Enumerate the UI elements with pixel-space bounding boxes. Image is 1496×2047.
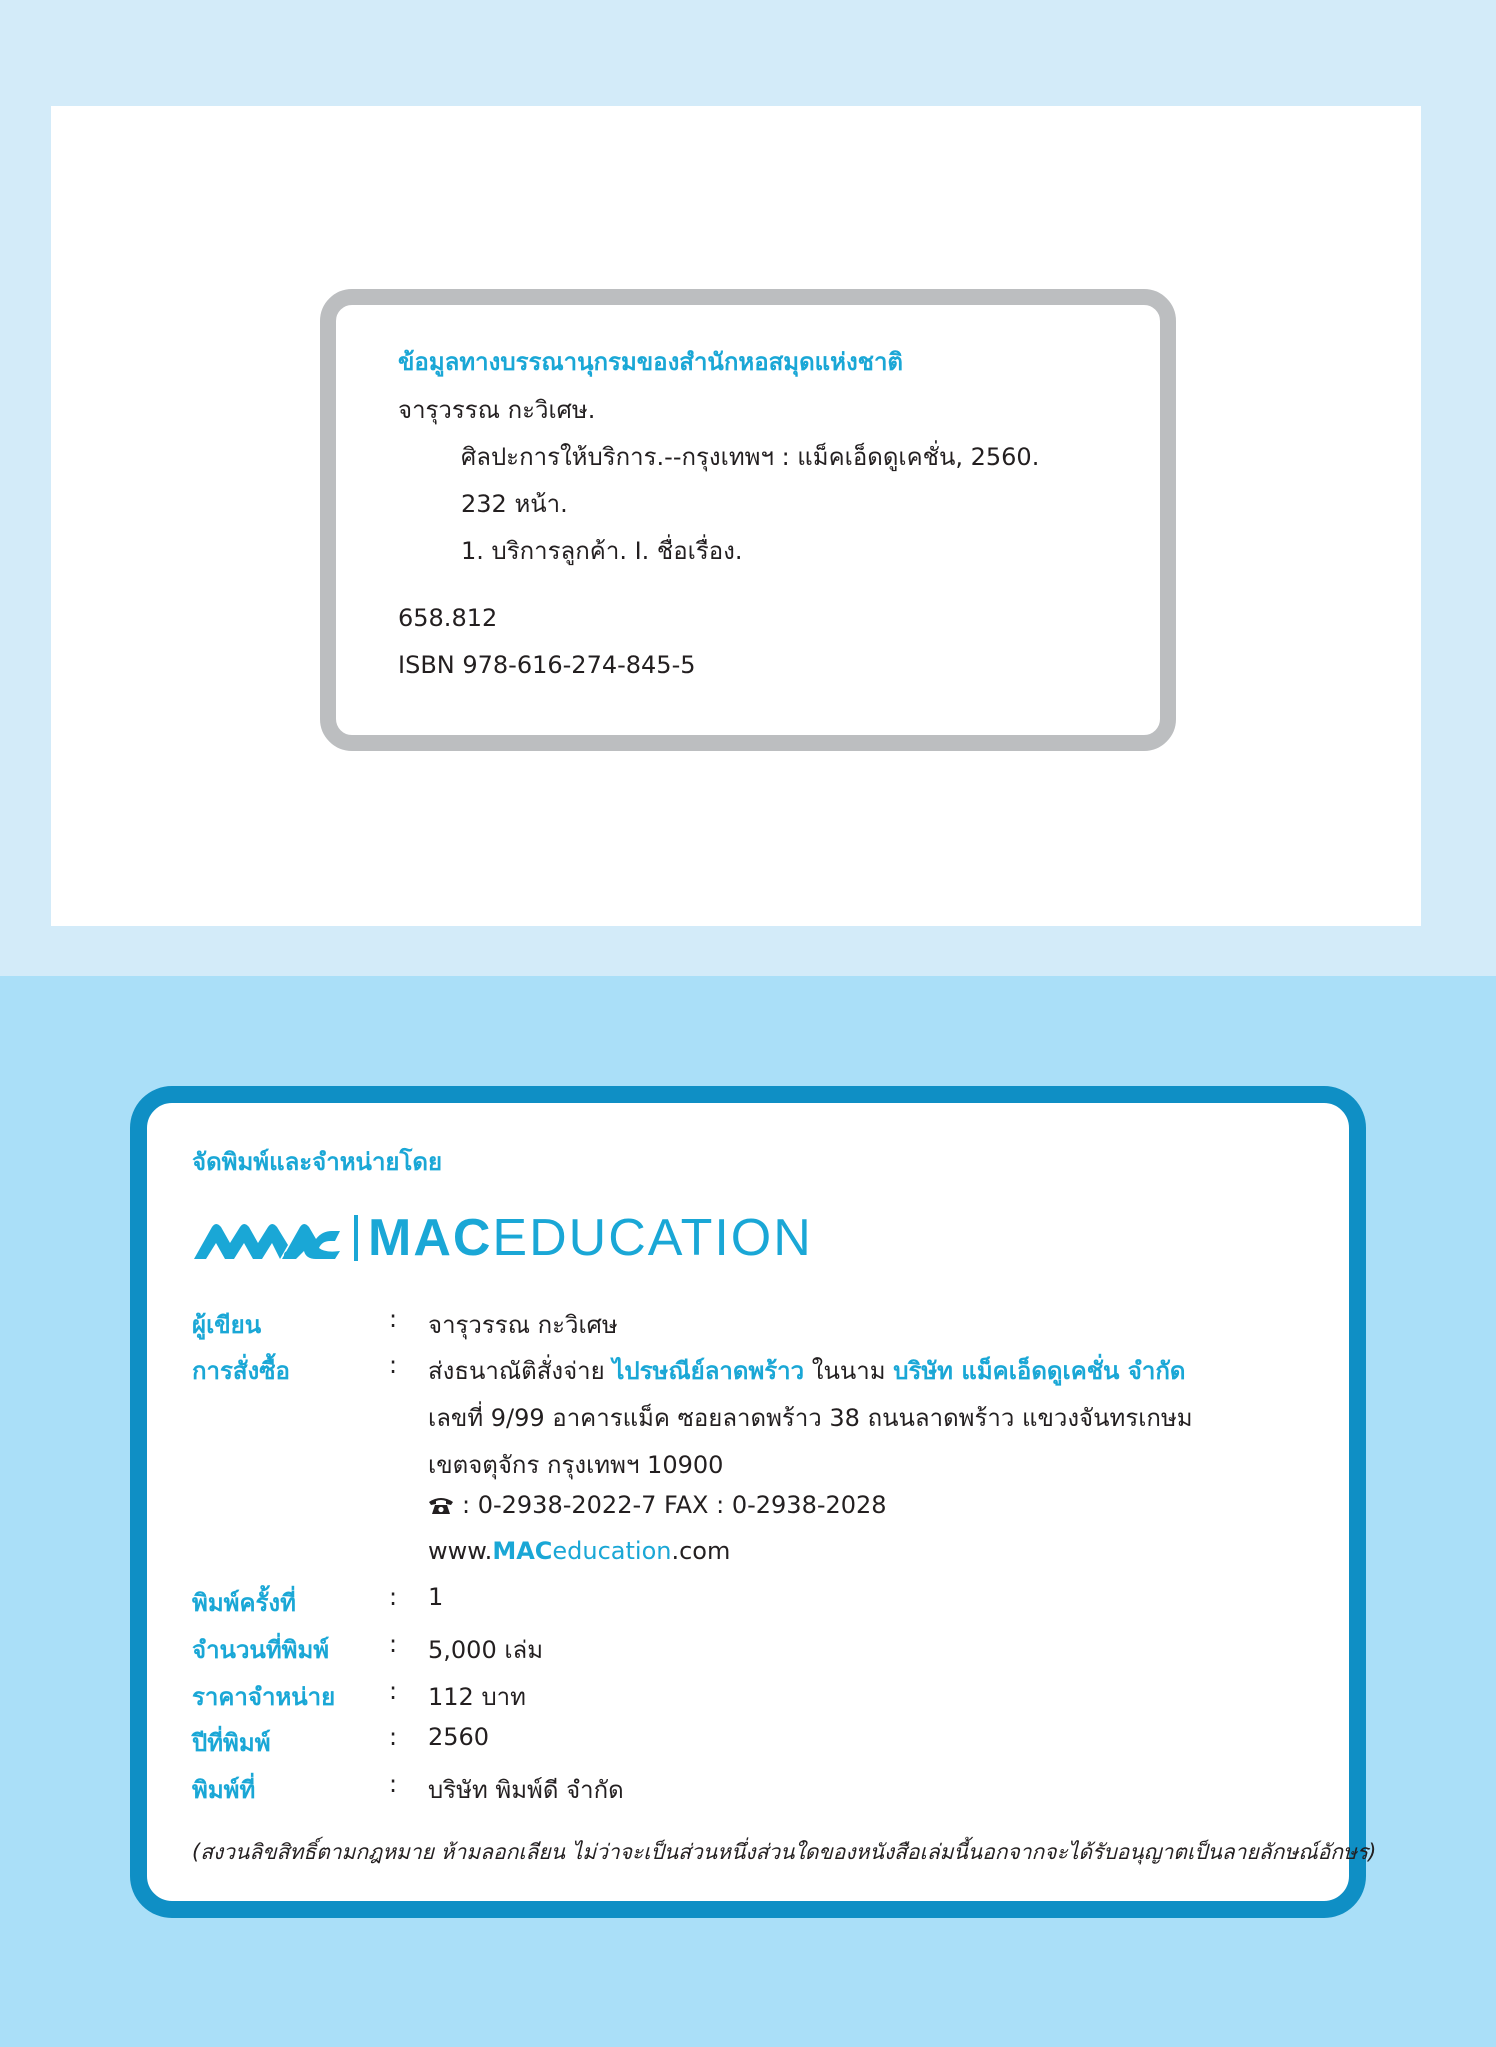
website-link[interactable] (428, 1537, 730, 1565)
logo-divider (354, 1215, 358, 1261)
copies-label: จำนวนที่พิมพ์ (192, 1636, 330, 1664)
colon: : (389, 1723, 398, 1751)
order-company: บริษัท แม็คเอ็ดดูเคชั่น จำกัด (893, 1357, 1186, 1385)
colon: : (389, 1351, 398, 1379)
logo-brand: MAC (368, 1209, 493, 1267)
year-value: 2560 (428, 1723, 490, 1751)
edition-label: พิมพ์ครั้งที่ (192, 1589, 296, 1617)
publisher-heading: จัดพิมพ์และจำหน่ายโดย (192, 1148, 443, 1176)
printer-value: บริษัท พิมพ์ดี จำกัด (428, 1776, 624, 1804)
mac-logo-icon (192, 1215, 342, 1261)
order-prefix: ส่งธนาณัติสั่งจ่าย (428, 1357, 613, 1385)
order-middle: ในนาม (804, 1357, 894, 1385)
order-label: การสั่งซื้อ (192, 1357, 290, 1385)
colon: : (389, 1305, 398, 1333)
year-label: ปีที่พิมพ์ (192, 1729, 271, 1757)
price-label: ราคาจำหน่าย (192, 1683, 336, 1711)
order-value (428, 1351, 1185, 1390)
cip-classification: 658.812 (398, 604, 498, 632)
logo-wordmark (368, 1210, 813, 1266)
cip-isbn: ISBN 978-616-274-845-5 (398, 651, 696, 679)
printer-label: พิมพ์ที่ (192, 1776, 256, 1804)
cip-author: จารุวรรณ กะวิเศษ. (398, 396, 596, 424)
website-brand: MAC (492, 1537, 553, 1565)
mac-education-logo (192, 1210, 813, 1266)
author-value: จารุวรรณ กะวิเศษ (428, 1311, 618, 1339)
colon: : (389, 1630, 398, 1658)
phone-fax-text: : 0-2938-2022-7 FAX : 0-2938-2028 (462, 1491, 887, 1519)
colon: : (389, 1770, 398, 1798)
website-suffix: .com (671, 1537, 731, 1565)
logo-rest: EDUCATION (492, 1209, 813, 1267)
edition-value: 1 (428, 1583, 444, 1611)
cip-description: ศิลปะการให้บริการ.--กรุงเทพฯ : แม็คเอ็ดดูเคชั่น, 2560. (461, 443, 1040, 471)
cip-title: ข้อมูลทางบรรณานุกรมของสำนักหอสมุดแห่งชาติ (398, 348, 904, 376)
cip-subjects: 1. บริการลูกค้า. I. ชื่อเรื่อง. (461, 537, 743, 565)
copyright-notice: (สงวนลิขสิทธิ์ตามกฎหมาย ห้ามลอกเลียน ไม่ว่าจะเป็นส่วนหนึ่งส่วนใดของหนังสือเล่มนี้นอกจากจะได้รับอนุญาตเป็นลายลักษณ์อักษร) (192, 1840, 1377, 1864)
price-value: 112 บาท (428, 1683, 526, 1711)
address-line-2: เขตจตุจักร กรุงเทพฯ 10900 (428, 1451, 724, 1479)
order-post-office: ไปรษณีย์ลาดพร้าว (612, 1357, 805, 1385)
website-edu: education (552, 1537, 672, 1565)
telephone-icon (428, 1496, 454, 1516)
phone-fax-line (428, 1491, 887, 1519)
copies-value: 5,000 เล่ม (428, 1636, 544, 1664)
website-prefix: www. (428, 1537, 493, 1565)
cip-pages: 232 หน้า. (461, 490, 568, 518)
author-label: ผู้เขียน (192, 1311, 262, 1339)
colon: : (389, 1583, 398, 1611)
address-line-1: เลขที่ 9/99 อาคารแม็ค ซอยลาดพร้าว 38 ถนนลาดพร้าว แขวงจันทรเกษม (428, 1404, 1193, 1432)
colon: : (389, 1677, 398, 1705)
